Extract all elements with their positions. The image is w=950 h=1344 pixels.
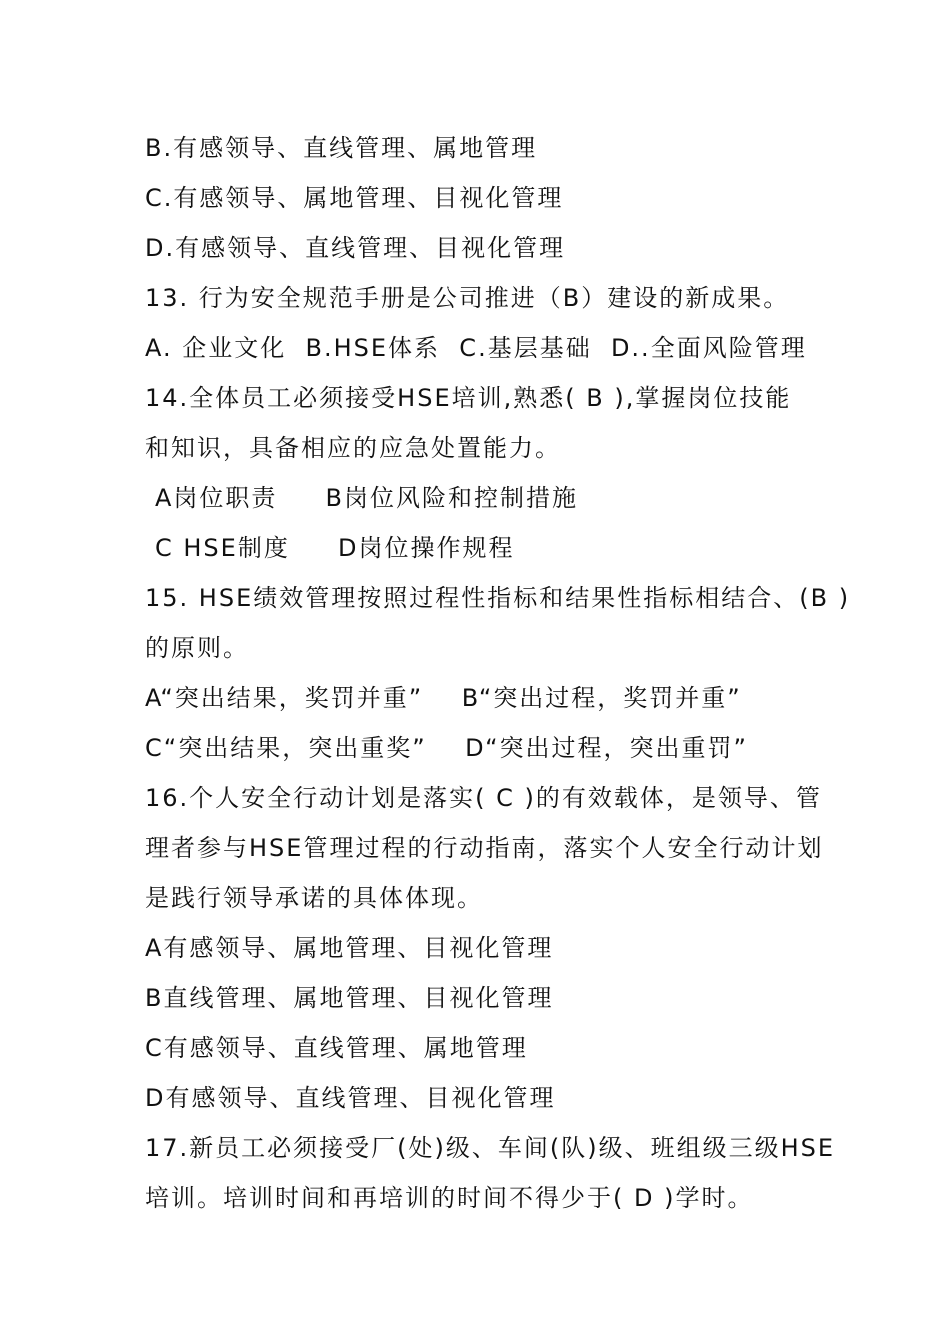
option-line: B.有感领导、直线管理、属地管理 xyxy=(145,134,538,162)
option-line: C.有感领导、属地管理、目视化管理 xyxy=(145,184,564,212)
option-line: D有感领导、直线管理、目视化管理 xyxy=(145,1084,556,1112)
question-line: 和知识，具备相应的应急处置能力。 xyxy=(145,434,561,462)
option-line: D.有感领导、直线管理、目视化管理 xyxy=(145,234,566,262)
option-line: C HSE制度 D岗位操作规程 xyxy=(155,534,515,562)
question-line: 17.新员工必须接受厂(处)级、车间(队)级、班组级三级HSE xyxy=(145,1134,836,1162)
option-line: C“突出结果，突出重奖” D“突出过程，突出重罚” xyxy=(145,734,748,762)
question-line: 的原则。 xyxy=(145,634,249,662)
question-line: 是践行领导承诺的具体体现。 xyxy=(145,884,483,912)
option-line: B直线管理、属地管理、目视化管理 xyxy=(145,984,554,1012)
option-line: A“突出结果，奖罚并重” B“突出过程，奖罚并重” xyxy=(145,684,742,712)
option-line: A有感领导、属地管理、目视化管理 xyxy=(145,934,554,962)
question-line: 15. HSE绩效管理按照过程性指标和结果性指标相结合、(B ) xyxy=(145,584,851,612)
option-line: A岗位职责 B岗位风险和控制措施 xyxy=(155,484,579,512)
question-line: 培训。培训时间和再培训的时间不得少于( D )学时。 xyxy=(145,1184,754,1212)
option-line: A. 企业文化 B.HSE体系 C.基层基础 D..全面风险管理 xyxy=(145,334,807,362)
question-line: 理者参与HSE管理过程的行动指南，落实个人安全行动计划 xyxy=(145,834,824,862)
question-line: 14.全体员工必须接受HSE培训,熟悉( B ),掌握岗位技能 xyxy=(145,384,792,412)
option-line: C有感领导、直线管理、属地管理 xyxy=(145,1034,528,1062)
question-line: 16.个人安全行动计划是落实( C )的有效载体，是领导、管 xyxy=(145,784,822,812)
question-line: 13. 行为安全规范手册是公司推进（B）建设的新成果。 xyxy=(145,284,790,312)
